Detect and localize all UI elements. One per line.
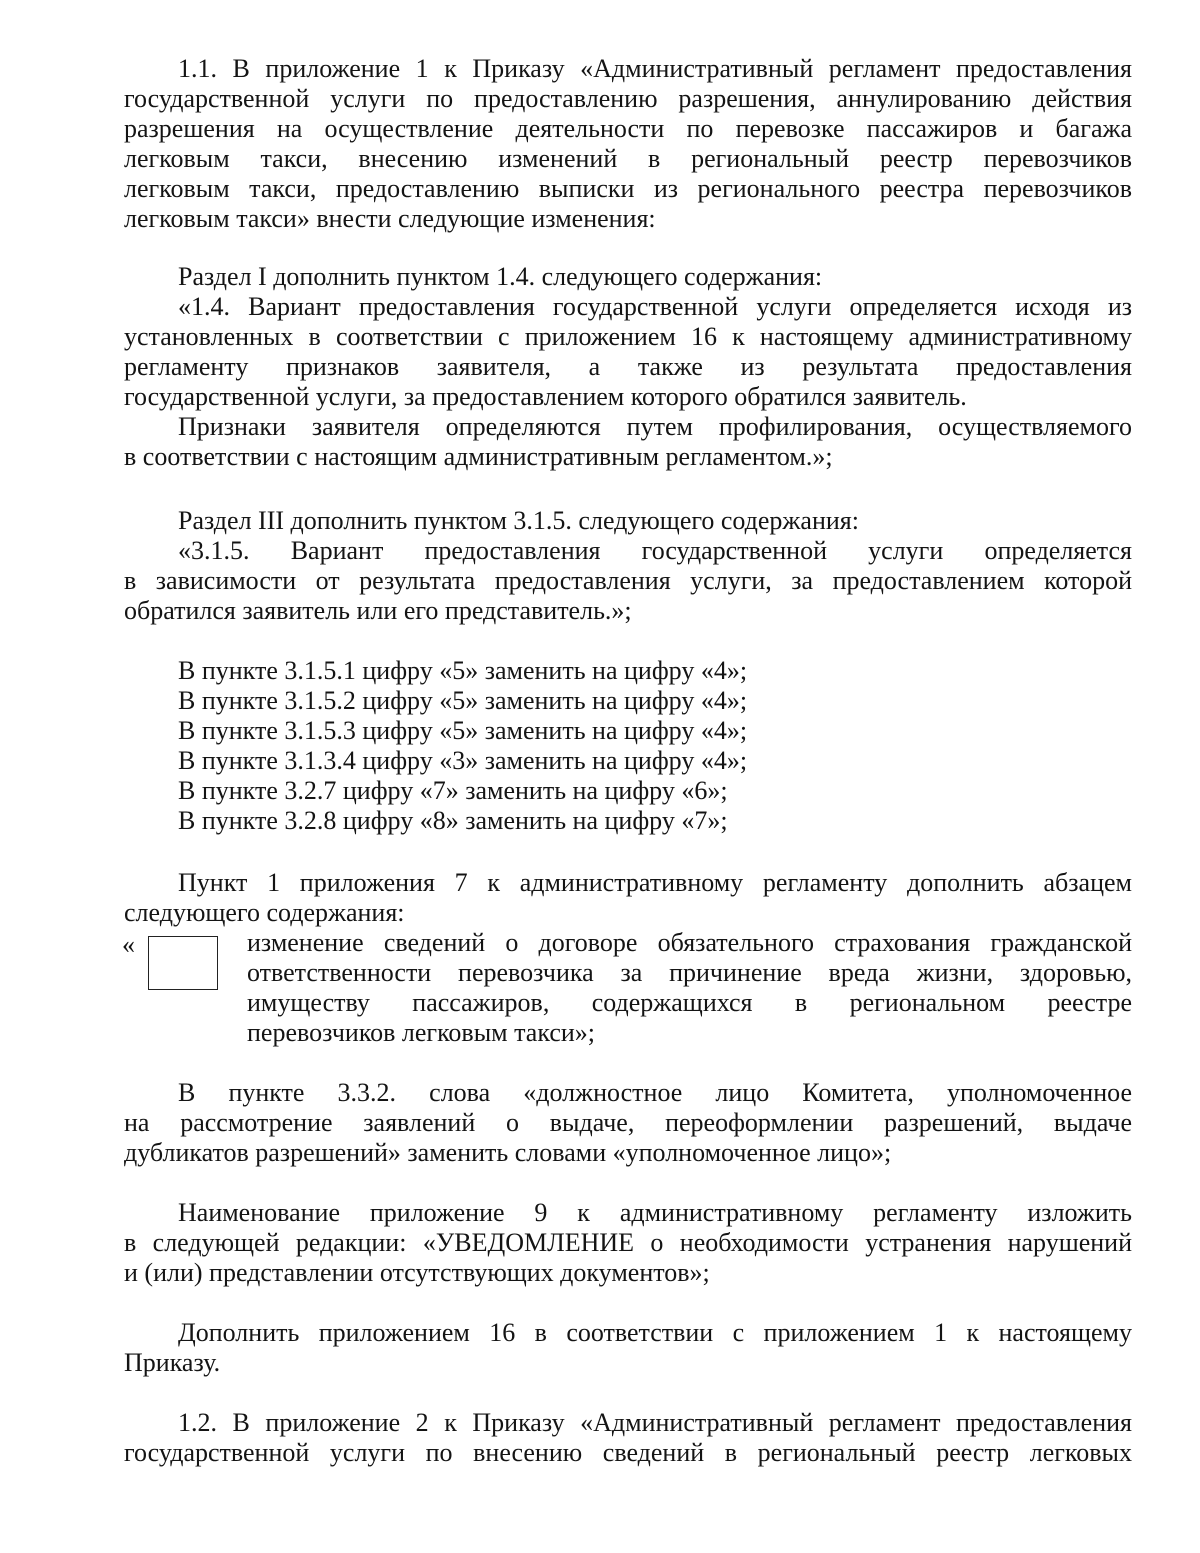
list-item: В пункте 3.2.7 цифру «7» заменить на цифру «6»; <box>178 776 728 805</box>
paragraph-1-1 <box>124 54 1132 234</box>
paragraph-section-1 <box>124 262 1132 472</box>
text-line: следующего содержания: <box>124 898 405 927</box>
text-line: обратился заявитель или его представитель.»; <box>124 596 632 625</box>
opening-quote: « <box>122 930 135 959</box>
text-line: Дополнить приложением 16 в соответствии с приложением 1 к настоящему <box>178 1318 1132 1347</box>
paragraph-3-3-2 <box>124 1078 1132 1168</box>
text-line: государственной услуги по внесению сведений в региональный реестр легковых <box>124 1438 1132 1467</box>
text-line: легковым такси, предоставлению выписки из регионального реестра перевозчиков <box>124 174 1132 203</box>
text-line: в зависимости от результата предоставления услуги, за предоставлением которой <box>124 566 1132 595</box>
replacement-list <box>124 656 1132 836</box>
text-line: государственной услуги, за предоставлением которого обратился заявитель. <box>124 382 967 411</box>
text-line: Пункт 1 приложения 7 к административному регламенту дополнить абзацем <box>178 868 1132 897</box>
paragraph-section-3 <box>124 506 1132 626</box>
text-line: изменение сведений о договоре обязательного страхования гражданской <box>247 928 1132 957</box>
list-item: В пункте 3.1.5.3 цифру «5» заменить на цифру «4»; <box>178 716 748 745</box>
list-item: В пункте 3.1.5.1 цифру «5» заменить на цифру «4»; <box>178 656 748 685</box>
text-line: дубликатов разрешений» заменить словами «уполномоченное лицо»; <box>124 1138 892 1167</box>
text-line: в соответствии с настоящим административным регламентом.»; <box>124 442 833 471</box>
text-line: Признаки заявителя определяются путем профилирования, осуществляемого <box>178 412 1132 441</box>
text-line: в следующей редакции: «УВЕДОМЛЕНИЕ о необходимости устранения нарушений <box>124 1228 1132 1257</box>
text-line: Наименование приложение 9 к административному регламенту изложить <box>178 1198 1132 1227</box>
text-line: регламенту признаков заявителя, а также из результата предоставления <box>124 352 1132 381</box>
text-line: разрешения на осуществление деятельности по перевозке пассажиров и багажа <box>124 114 1132 143</box>
paragraph-1-2 <box>124 1408 1132 1468</box>
text-line: В пункте 3.3.2. слова «должностное лицо Комитета, уполномоченное <box>178 1078 1132 1107</box>
text-line: 1.1. В приложение 1 к Приказу «Административный регламент предоставления <box>178 54 1132 83</box>
paragraph-appendix-16 <box>124 1318 1132 1378</box>
text-line: на рассмотрение заявлений о выдаче, переоформлении разрешений, выдаче <box>124 1108 1132 1137</box>
appendix-7-item <box>247 928 1132 1048</box>
checkbox-placeholder <box>148 936 218 990</box>
list-item: В пункте 3.1.3.4 цифру «3» заменить на цифру «4»; <box>178 746 748 775</box>
text-line: государственной услуги по предоставлению разрешения, аннулированию действия <box>124 84 1132 113</box>
text-line: Приказу. <box>124 1348 221 1377</box>
list-item: В пункте 3.2.8 цифру «8» заменить на цифру «7»; <box>178 806 728 835</box>
text-line: имуществу пассажиров, содержащихся в региональном реестре <box>247 988 1132 1017</box>
text-line: и (или) представлении отсутствующих документов»; <box>124 1258 710 1287</box>
list-item: В пункте 3.1.5.2 цифру «5» заменить на цифру «4»; <box>178 686 748 715</box>
text-line: перевозчиков легковым такси»; <box>247 1018 595 1047</box>
text-line: 1.2. В приложение 2 к Приказу «Административный регламент предоставления <box>178 1408 1132 1437</box>
paragraph-appendix-9 <box>124 1198 1132 1288</box>
text-line: легковым такси» внести следующие изменения: <box>124 204 656 233</box>
text-line: «1.4. Вариант предоставления государственной услуги определяется исходя из <box>178 292 1132 321</box>
text-line: Раздел III дополнить пунктом 3.1.5. следующего содержания: <box>178 506 859 535</box>
text-line: установленных в соответствии с приложением 16 к настоящему административному <box>124 322 1132 351</box>
text-line: «3.1.5. Вариант предоставления государственной услуги определяется <box>178 536 1132 565</box>
text-line: Раздел I дополнить пунктом 1.4. следующего содержания: <box>178 262 823 291</box>
text-line: легковым такси, внесению изменений в региональный реестр перевозчиков <box>124 144 1132 173</box>
text-line: ответственности перевозчика за причинение вреда жизни, здоровью, <box>247 958 1132 987</box>
paragraph-appendix-7 <box>124 868 1132 928</box>
